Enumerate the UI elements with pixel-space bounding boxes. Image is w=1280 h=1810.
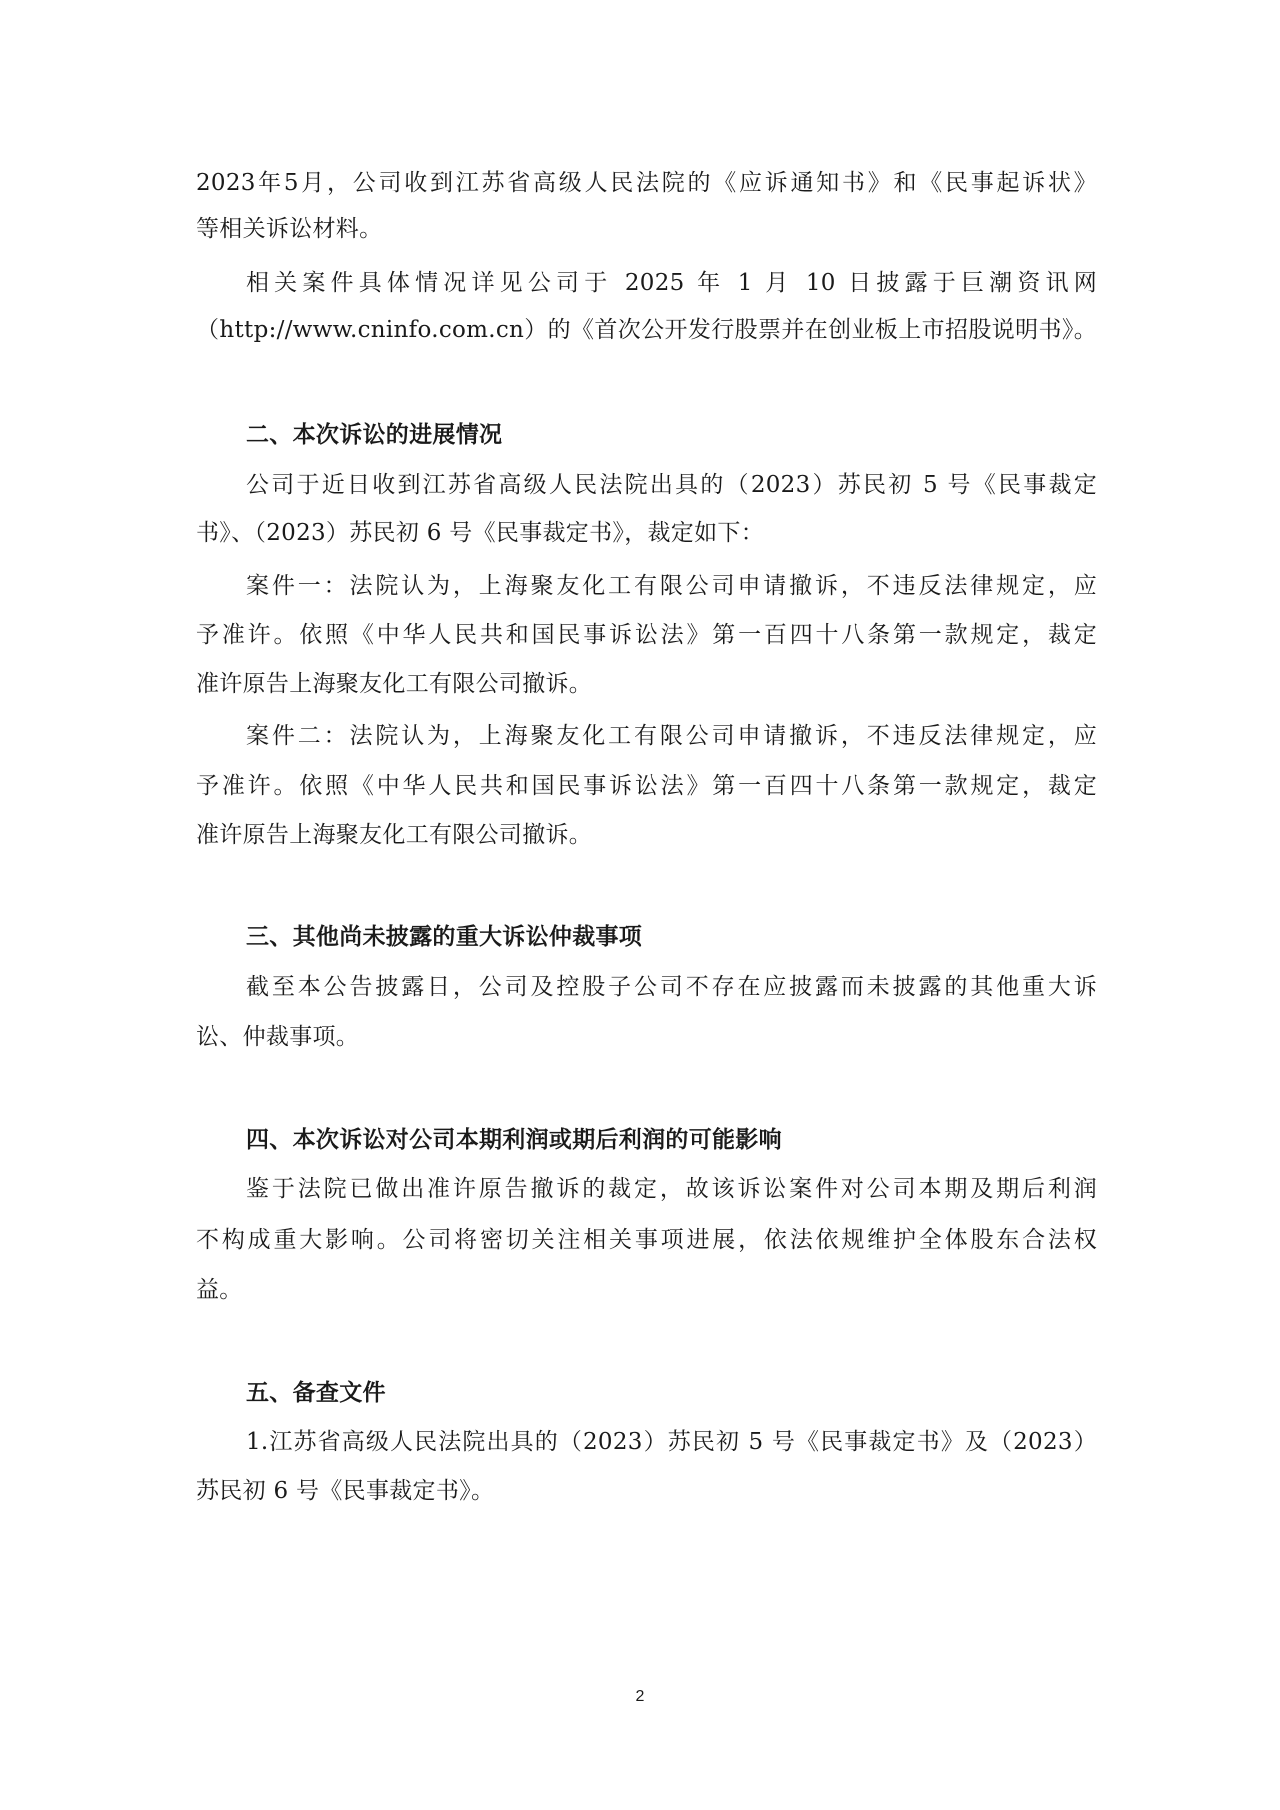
section-heading: 四、本次诉讼对公司本期利润或期后利润的可能影响	[246, 1127, 782, 1153]
paragraph-line: 案件二：法院认为，上海聚友化工有限公司申请撤诉，不违反法律规定，应	[246, 723, 1097, 749]
paragraph-line: 苏民初 6 号《民事裁定书》。	[196, 1478, 495, 1504]
section-heading: 五、备查文件	[246, 1380, 386, 1406]
paragraph-line: （http://www.cninfo.com.cn）的《首次公开发行股票并在创业板上市招股说明书》。	[196, 317, 1097, 343]
section-heading: 二、本次诉讼的进展情况	[246, 422, 503, 448]
paragraph-line: 相关案件具体情况详见公司于 2025 年 1 月 10 日披露于巨潮资讯网	[246, 270, 1097, 296]
section-heading: 三、其他尚未披露的重大诉讼仲裁事项	[246, 924, 643, 950]
paragraph-line: 截至本公告披露日，公司及控股子公司不存在应披露而未披露的其他重大诉	[246, 974, 1097, 1000]
paragraph-line: 等相关诉讼材料。	[196, 216, 383, 242]
paragraph-line: 案件一：法院认为，上海聚友化工有限公司申请撤诉，不违反法律规定，应	[246, 573, 1097, 599]
paragraph-line: 予准许。依照《中华人民共和国民事诉讼法》第一百四十八条第一款规定，裁定	[196, 622, 1097, 648]
paragraph-line: 讼、仲裁事项。	[196, 1024, 360, 1050]
paragraph-line: 益。	[196, 1277, 243, 1303]
paragraph-line: 公司于近日收到江苏省高级人民法院出具的（2023）苏民初 5 号《民事裁定	[246, 472, 1097, 498]
paragraph-line: 书》、（2023）苏民初 6 号《民事裁定书》，裁定如下：	[196, 520, 764, 546]
paragraph-line: 予准许。依照《中华人民共和国民事诉讼法》第一百四十八条第一款规定，裁定	[196, 773, 1097, 799]
paragraph-line: 准许原告上海聚友化工有限公司撤诉。	[196, 671, 593, 697]
paragraph-line: 准许原告上海聚友化工有限公司撤诉。	[196, 822, 593, 848]
paragraph-line: 2023年5月，公司收到江苏省高级人民法院的《应诉通知书》和《民事起诉状》	[196, 170, 1097, 196]
paragraph-line: 鉴于法院已做出准许原告撤诉的裁定，故该诉讼案件对公司本期及期后利润	[246, 1176, 1097, 1202]
paragraph-line: 不构成重大影响。公司将密切关注相关事项进展，依法依规维护全体股东合法权	[196, 1227, 1097, 1253]
paragraph-line: 1.江苏省高级人民法院出具的（2023）苏民初 5 号《民事裁定书》及（2023）	[246, 1429, 1097, 1455]
page-number: 2	[635, 1688, 645, 1705]
